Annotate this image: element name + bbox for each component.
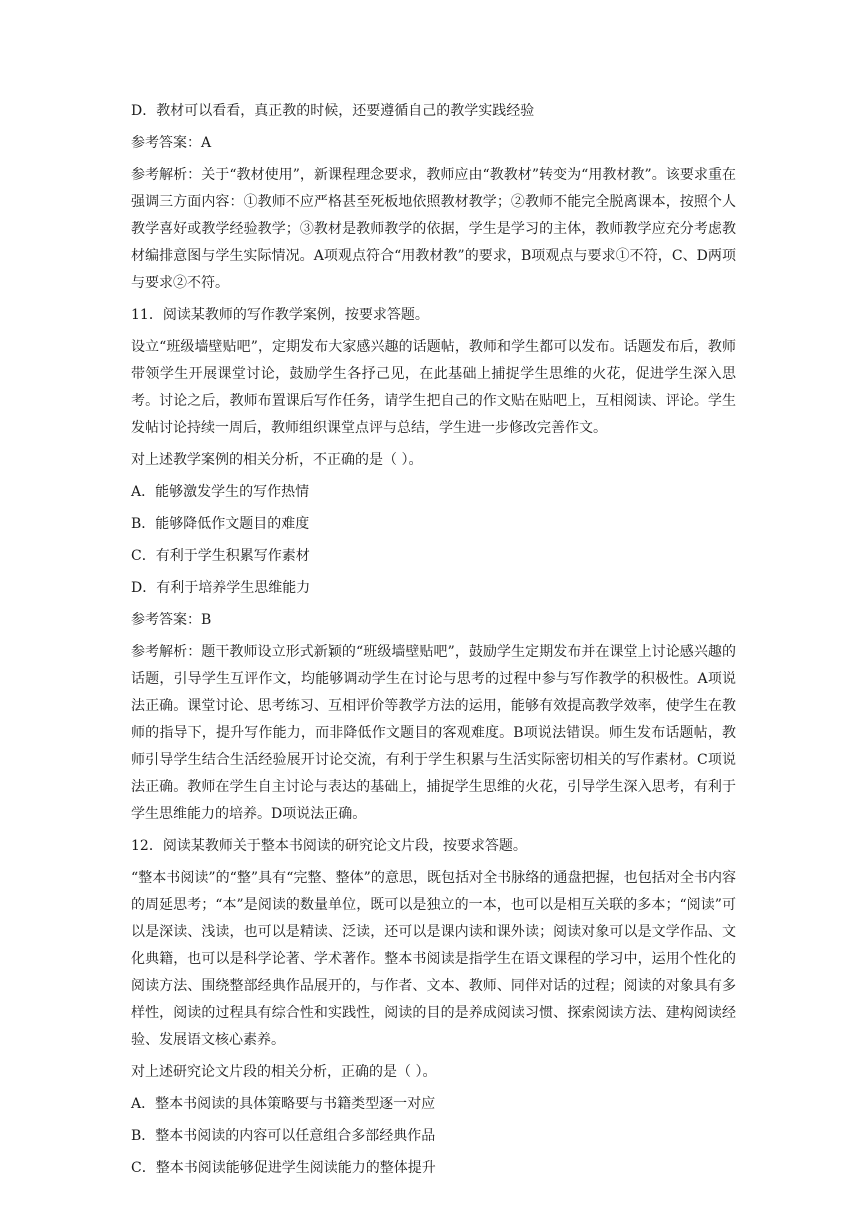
q11-stem: 11．阅读某教师的写作教学案例，按要求答题。 [131, 307, 429, 323]
q10-analysis: 参考解析：关于“教材使用”，新课程理念要求，教师应由“教教材”转变为“用教材教”。该要求重在强调三方面内容：①教师不应严格甚至死板地依照教材教学；②教师不能完全脱离课本，按照个人教学喜好或教学经验教学；③教材是教师教学的依据，学生是学习的主体，教师教学应充分考虑教材编排意图与学生实际情况。A项观点符合“用教材教”的要求，B项观点与要求①不符，C、D两项与要求②不符。 [131, 167, 736, 291]
q11-analysis: 参考解析：题干教师设立形式新颖的“班级墙壁贴吧”，鼓励学生定期发布并在课堂上讨论感兴趣的话题，引导学生互评作文，均能够调动学生在讨论与思考的过程中参与写作教学的积极性。A项说法正确。课堂讨论、思考练习、互相评价等教学方法的运用，能够有效提高教学效率，使学生在教师的指导下，提升写作能力，而非降低作文题目的客观难度。B项说法错误。师生发布话题帖，教师引导学生结合生活经验展开讨论交流，有利于学生积累与生活实际密切相关的写作素材。C项说法正确。教师在学生自主讨论与表达的基础上，捕捉学生思维的火花，引导学生深入思考，有利于学生思维能力的培养。D项说法正确。 [131, 644, 736, 822]
q12-stem: 12．阅读某教师关于整本书阅读的研究论文片段，按要求答题。 [131, 838, 527, 854]
q11-option-c: C．有利于学生积累写作素材 [131, 548, 310, 564]
q12-option-c: C．整本书阅读能够促进学生阅读能力的整体提升 [131, 1160, 436, 1176]
q11-case-text: 设立“班级墙壁贴吧”，定期发布大家感兴趣的话题帖，教师和学生都可以发布。话题发布后，教师带领学生开展课堂讨论，鼓励学生各抒己见，在此基础上捕捉学生思维的火花，促进学生深入思考。讨论之后，教师布置课后写作任务，请学生把自己的作文贴在贴吧上，互相阅读、评论。学生发帖讨论持续一周后，教师组织课堂点评与总结，学生进一步修改完善作文。 [131, 339, 736, 436]
q12-question: 对上述研究论文片段的相关分析，正确的是（ ）。 [131, 1064, 437, 1080]
q12-option-a: A．整本书阅读的具体策略要与书籍类型逐一对应 [131, 1096, 436, 1112]
q11-answer: 参考答案：B [131, 612, 212, 628]
q11-option-b: B．能够降低作文题目的难度 [131, 516, 310, 532]
q12-excerpt: “整本书阅读”的“整”具有“完整、整体”的意思，既包括对全书脉络的通盘把握，也包括对全书内容的周延思考；“本”是阅读的数量单位，既可以是独立的一本，也可以是相互关联的多本；“阅读”可以是深读、浅读，也可以是精读、泛读，还可以是课内读和课外读；阅读对象可以是文学作品、文化典籍，也可以是科学论著、学术著作。整本书阅读是指学生在语文课程的学习中，运用个性化的阅读方法、围绕整部经典作品展开的，与作者、文本、教师、同伴对话的过程；阅读的对象具有多样性，阅读的过程具有综合性和实践性，阅读的目的是养成阅读习惯、探索阅读方法、建构阅读经验、发展语文核心素养。 [131, 870, 736, 1048]
q10-answer: 参考答案：A [131, 135, 212, 151]
document-page [131, 98, 736, 1182]
q11-question: 对上述教学案例的相关分析，不正确的是（ ）。 [131, 452, 423, 468]
q11-option-d: D．有利于培养学生思维能力 [131, 580, 311, 596]
q11-option-a: A．能够激发学生的写作热情 [131, 484, 310, 500]
q12-option-b: B．整本书阅读的内容可以任意组合多部经典作品 [131, 1128, 436, 1144]
q10-option-d: D．教材可以看看，真正教的时候，还要遵循自己的教学实践经验 [131, 103, 535, 119]
